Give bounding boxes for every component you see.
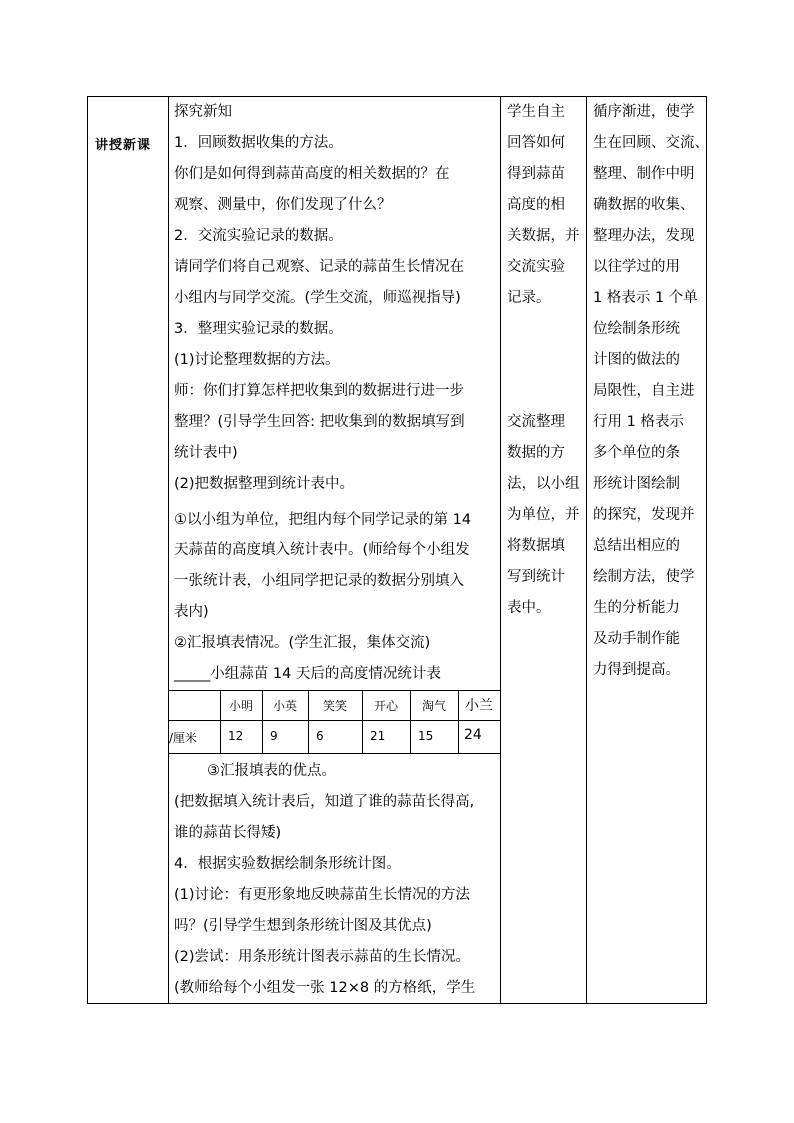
main-line: ②汇报填表情况。(学生汇报，集体交流)	[174, 635, 431, 651]
student-line: 数据的方	[507, 445, 565, 461]
main-line: (1)讨论整理数据的方法。	[174, 352, 340, 368]
data-cell: 6	[316, 729, 324, 743]
main-line: 请同学们将自己观察、记录的蒜苗生长情况在	[174, 259, 464, 275]
student-line: 表中。	[507, 600, 551, 616]
intent-line: 形统计图绘制	[593, 476, 680, 492]
header-cell: 小英	[272, 699, 297, 713]
header-cell: 小兰	[465, 698, 493, 714]
main-line: 2．交流实验记录的数据。	[174, 228, 343, 244]
intent-line: 生在回顾、交流、	[593, 135, 709, 151]
main-line: 探究新知	[174, 104, 232, 120]
main-line: (把数据填入统计表后，知道了谁的蒜苗长得高,	[174, 794, 475, 810]
table-caption: _____小组蒜苗 14 天后的高度情况统计表	[174, 666, 441, 682]
intent-line: 位绘制条形统	[593, 321, 680, 337]
table-rule	[168, 753, 500, 754]
main-line: 师：你们打算怎样把收集到的数据进行进一步	[174, 383, 464, 399]
main-line: (2)尝试：用条形统计图表示蒜苗的生长情况。	[174, 949, 471, 965]
unit-cell: /厘米	[169, 731, 198, 745]
column-divider	[500, 96, 501, 1004]
main-line: 你们是如何得到蒜苗高度的相关数据的？在	[174, 166, 450, 182]
intent-line: 1 格表示 1 个单	[593, 290, 698, 306]
main-line: (2)把数据整理到统计表中。	[174, 476, 355, 492]
main-line: 整理？(引导学生回答: 把收集到的数据填写到	[174, 414, 465, 430]
main-line: 3．整理实验记录的数据。	[174, 321, 343, 337]
main-line: 1．回顾数据收集的方法。	[174, 135, 343, 151]
section-label: 讲授新课	[95, 138, 152, 153]
intent-line: 的探究，发现并	[593, 507, 695, 523]
main-line: 吗？(引导学生想到条形统计图及其优点)	[174, 918, 432, 934]
data-cell: 12	[228, 729, 244, 743]
main-line: 4．根据实验数据绘制条形统计图。	[174, 856, 401, 872]
header-cell: 小明	[228, 699, 253, 713]
data-cell: 21	[370, 729, 386, 743]
student-line: 得到蒜苗	[507, 166, 565, 182]
student-line: 关数据，并	[507, 228, 580, 244]
student-line: 交流实验	[507, 259, 565, 275]
column-divider	[586, 96, 587, 1004]
intent-line: 力得到提高。	[593, 662, 680, 678]
intent-line: 循序渐进，使学	[593, 104, 695, 120]
student-line: 学生自主	[507, 104, 565, 120]
student-line: 写到统计	[507, 569, 565, 585]
main-line: ①以小组为单位，把组内每个同学记录的第 14	[174, 512, 472, 528]
main-line: 谁的蒜苗长得矮)	[174, 825, 282, 841]
main-line: 一张统计表，小组同学把记录的数据分别填入	[174, 573, 464, 589]
intent-line: 整理办法，发现	[593, 228, 695, 244]
student-line: 将数据填	[507, 538, 565, 554]
main-line: (教师给每个小组发一张 12×8 的方格纸，学生	[174, 980, 476, 996]
intent-line: 行用 1 格表示	[593, 414, 684, 430]
main-line: 表内)	[174, 604, 209, 620]
intent-line: 多个单位的条	[593, 445, 680, 461]
intent-line: 总结出相应的	[593, 538, 680, 554]
intent-line: 确数据的收集、	[593, 197, 695, 213]
main-line: ③汇报填表的优点。	[207, 763, 336, 779]
intent-line: 以往学过的用	[593, 259, 680, 275]
intent-line: 整理、制作中明	[593, 166, 695, 182]
student-line: 回答如何	[507, 135, 565, 151]
intent-line: 绘制方法，使学	[593, 569, 695, 585]
student-line: 交流整理	[507, 414, 565, 430]
table-rule	[168, 690, 500, 691]
data-cell: 24	[464, 727, 482, 743]
header-cell: 开心	[373, 699, 398, 713]
data-cell: 15	[418, 729, 434, 743]
main-line: (1)讨论：有更形象地反映蒜苗生长情况的方法	[174, 887, 471, 903]
intent-line: 及动手制作能	[593, 631, 680, 647]
intent-line: 局限性，自主进	[593, 383, 695, 399]
student-line: 记录。	[507, 290, 551, 306]
intent-line: 计图的做法的	[593, 352, 680, 368]
student-line: 法，以小组	[507, 476, 580, 492]
main-line: 观察、测量中，你们发现了什么？	[174, 197, 392, 213]
header-cell: 淘气	[421, 699, 446, 713]
main-line: 统计表中)	[174, 445, 238, 461]
intent-line: 生的分析能力	[593, 600, 680, 616]
header-cell: 笑笑	[322, 699, 347, 713]
table-rule	[168, 720, 500, 721]
student-line: 为单位，并	[507, 507, 580, 523]
main-line: 小组内与同学交流。(学生交流，师巡视指导)	[174, 290, 461, 306]
column-divider	[168, 96, 169, 1004]
data-cell: 9	[270, 729, 278, 743]
main-line: 天蒜苗的高度填入统计表中。(师给每个小组发	[174, 542, 470, 558]
student-line: 高度的相	[507, 197, 565, 213]
